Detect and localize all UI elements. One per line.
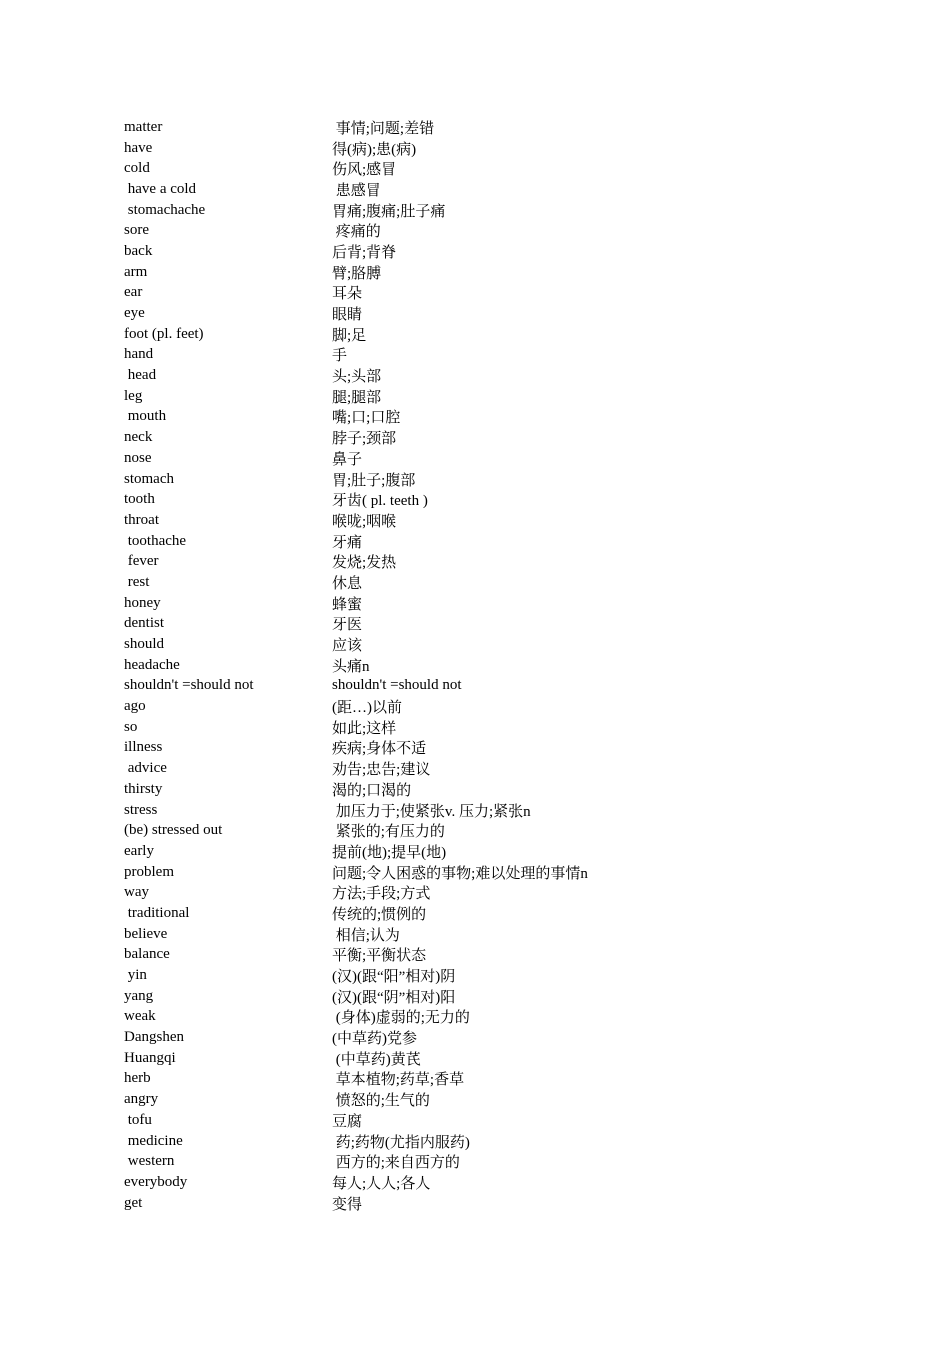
chinese-meaning: 嘴;口;口腔 bbox=[332, 410, 401, 427]
english-word: stress bbox=[124, 801, 158, 818]
english-word: everybody bbox=[124, 1173, 188, 1190]
vocab-row bbox=[124, 386, 824, 407]
vocab-row bbox=[124, 634, 824, 655]
english-word: shouldn't =should not bbox=[124, 677, 254, 694]
chinese-meaning: 药;药物(尤指内服药) bbox=[332, 1134, 470, 1151]
chinese-meaning: 平衡;平衡状态 bbox=[332, 948, 427, 965]
vocab-row bbox=[124, 1131, 824, 1152]
chinese-meaning: (身体)虚弱的;无力的 bbox=[332, 1010, 470, 1027]
vocab-row bbox=[124, 138, 824, 159]
chinese-meaning: 蜂蜜 bbox=[332, 596, 363, 613]
vocab-row bbox=[124, 220, 824, 241]
vocab-row bbox=[124, 510, 824, 531]
vocab-row bbox=[124, 738, 824, 759]
vocab-row bbox=[124, 593, 824, 614]
chinese-meaning: 胃;肚子;腹部 bbox=[332, 472, 416, 489]
chinese-meaning: 伤风;感冒 bbox=[332, 162, 397, 179]
chinese-meaning: 方法;手段;方式 bbox=[332, 886, 431, 903]
english-word: medicine bbox=[124, 1132, 183, 1149]
chinese-meaning: 相信;认为 bbox=[332, 927, 400, 944]
chinese-meaning: (汉)(跟“阳”相对)阴 bbox=[332, 969, 456, 986]
vocab-row bbox=[124, 407, 824, 428]
vocab-row bbox=[124, 200, 824, 221]
vocab-row bbox=[124, 676, 824, 697]
english-word: get bbox=[124, 1194, 143, 1211]
english-word: nose bbox=[124, 449, 152, 466]
vocab-row bbox=[124, 489, 824, 510]
english-word: yin bbox=[124, 967, 147, 984]
chinese-meaning: 眼睛 bbox=[332, 307, 363, 324]
vocab-row bbox=[124, 1048, 824, 1069]
english-word: eye bbox=[124, 305, 145, 322]
vocab-row bbox=[124, 448, 824, 469]
vocab-row bbox=[124, 427, 824, 448]
english-word: advice bbox=[124, 760, 167, 777]
vocab-row bbox=[124, 1172, 824, 1193]
vocab-row bbox=[124, 345, 824, 366]
chinese-meaning: 应该 bbox=[332, 638, 363, 655]
english-word: mouth bbox=[124, 408, 167, 425]
chinese-meaning: 劝告;忠告;建议 bbox=[332, 762, 431, 779]
chinese-meaning: 疾病;身体不适 bbox=[332, 741, 427, 758]
vocab-row bbox=[124, 241, 824, 262]
english-word: illness bbox=[124, 739, 163, 756]
vocab-row bbox=[124, 965, 824, 986]
chinese-meaning: 事情;问题;差错 bbox=[332, 120, 435, 137]
english-word: tooth bbox=[124, 491, 155, 508]
english-word: problem bbox=[124, 863, 174, 880]
chinese-meaning: 牙齿( pl. teeth ) bbox=[332, 493, 428, 510]
chinese-meaning: 臂;胳膊 bbox=[332, 265, 382, 282]
chinese-meaning: (汉)(跟“阴”相对)阳 bbox=[332, 989, 456, 1006]
vocab-row bbox=[124, 1151, 824, 1172]
chinese-meaning: 脚;足 bbox=[332, 327, 367, 344]
chinese-meaning: 草本植物;药草;香草 bbox=[332, 1072, 465, 1089]
english-word: (be) stressed out bbox=[124, 822, 223, 839]
english-word: cold bbox=[124, 160, 150, 177]
english-word: western bbox=[124, 1153, 175, 1170]
english-word: Huangqi bbox=[124, 1049, 176, 1066]
english-word: fever bbox=[124, 553, 159, 570]
english-word: head bbox=[124, 367, 157, 384]
chinese-meaning: 鼻子 bbox=[332, 451, 363, 468]
vocab-row bbox=[124, 820, 824, 841]
vocab-row bbox=[124, 758, 824, 779]
english-word: rest bbox=[124, 573, 150, 590]
vocab-row bbox=[124, 572, 824, 593]
vocab-row bbox=[124, 365, 824, 386]
chinese-meaning: 头;头部 bbox=[332, 369, 382, 386]
chinese-meaning: 渴的;口渴的 bbox=[332, 782, 412, 799]
english-word: early bbox=[124, 842, 154, 859]
vocab-row bbox=[124, 262, 824, 283]
vocab-row bbox=[124, 179, 824, 200]
chinese-meaning: 传统的;惯例的 bbox=[332, 906, 427, 923]
vocab-row bbox=[124, 882, 824, 903]
english-word: so bbox=[124, 718, 138, 735]
english-word: ago bbox=[124, 698, 146, 715]
english-word: balance bbox=[124, 946, 170, 963]
chinese-meaning: 变得 bbox=[332, 1196, 363, 1213]
vocab-row bbox=[124, 841, 824, 862]
english-word: have a cold bbox=[124, 180, 197, 197]
vocab-row bbox=[124, 283, 824, 304]
english-word: matter bbox=[124, 118, 163, 135]
vocab-row bbox=[124, 1089, 824, 1110]
english-word: leg bbox=[124, 387, 143, 404]
english-word: hand bbox=[124, 346, 154, 363]
vocab-row bbox=[124, 1110, 824, 1131]
chinese-meaning: 腿;腿部 bbox=[332, 389, 382, 406]
chinese-meaning: 加压力于;使紧张v. 压力;紧张n bbox=[332, 803, 531, 820]
vocab-row bbox=[124, 303, 824, 324]
english-word: stomach bbox=[124, 470, 174, 487]
english-word: honey bbox=[124, 594, 161, 611]
english-word: herb bbox=[124, 1070, 151, 1087]
vocab-row bbox=[124, 324, 824, 345]
chinese-meaning: 豆腐 bbox=[332, 1113, 363, 1130]
english-word: angry bbox=[124, 1091, 159, 1108]
english-word: traditional bbox=[124, 904, 190, 921]
vocab-row bbox=[124, 696, 824, 717]
english-word: weak bbox=[124, 1008, 156, 1025]
chinese-meaning: 西方的;来自西方的 bbox=[332, 1155, 460, 1172]
chinese-meaning: (中草药)黄芪 bbox=[332, 1051, 421, 1068]
chinese-meaning: 后背;背脊 bbox=[332, 244, 397, 261]
chinese-meaning: 如此;这样 bbox=[332, 720, 397, 737]
english-word: foot (pl. feet) bbox=[124, 325, 204, 342]
vocab-row bbox=[124, 779, 824, 800]
chinese-meaning: 提前(地);提早(地) bbox=[332, 844, 447, 861]
english-word: toothache bbox=[124, 532, 187, 549]
chinese-meaning: 发烧;发热 bbox=[332, 555, 397, 572]
chinese-meaning: 紧张的;有压力的 bbox=[332, 824, 445, 841]
vocab-row bbox=[124, 117, 824, 138]
vocab-row bbox=[124, 924, 824, 945]
english-word: throat bbox=[124, 511, 159, 528]
vocab-row bbox=[124, 551, 824, 572]
chinese-meaning: 每人;人人;各人 bbox=[332, 1175, 431, 1192]
vocab-row bbox=[124, 469, 824, 490]
english-word: dentist bbox=[124, 615, 164, 632]
chinese-meaning: 愤怒的;生气的 bbox=[332, 1093, 430, 1110]
chinese-meaning: 牙医 bbox=[332, 617, 363, 634]
chinese-meaning: 牙痛 bbox=[332, 534, 363, 551]
english-word: tofu bbox=[124, 1111, 152, 1128]
chinese-meaning: 头痛n bbox=[332, 658, 370, 675]
chinese-meaning: 手 bbox=[332, 348, 348, 365]
chinese-meaning: 疼痛的 bbox=[332, 224, 381, 241]
vocab-row bbox=[124, 158, 824, 179]
english-word: arm bbox=[124, 263, 148, 280]
chinese-meaning: 得(病);患(病) bbox=[332, 141, 417, 158]
english-word: Dangshen bbox=[124, 1029, 184, 1046]
english-word: should bbox=[124, 636, 165, 653]
english-word: neck bbox=[124, 429, 153, 446]
english-word: thirsty bbox=[124, 780, 163, 797]
vocab-row bbox=[124, 1007, 824, 1028]
chinese-meaning: shouldn't =should not bbox=[332, 677, 462, 694]
vocab-row bbox=[124, 1069, 824, 1090]
english-word: sore bbox=[124, 222, 149, 239]
vocab-row bbox=[124, 903, 824, 924]
chinese-meaning: 问题;令人困惑的事物;难以处理的事情n bbox=[332, 865, 588, 882]
vocab-row bbox=[124, 1193, 824, 1214]
english-word: have bbox=[124, 139, 153, 156]
vocabulary-list bbox=[124, 117, 824, 1213]
vocab-row bbox=[124, 862, 824, 883]
vocab-row bbox=[124, 655, 824, 676]
chinese-meaning: 患感冒 bbox=[332, 182, 381, 199]
chinese-meaning: (距…)以前 bbox=[332, 700, 402, 717]
english-word: ear bbox=[124, 284, 143, 301]
english-word: believe bbox=[124, 925, 168, 942]
vocab-row bbox=[124, 986, 824, 1007]
english-word: way bbox=[124, 884, 149, 901]
vocab-row bbox=[124, 531, 824, 552]
chinese-meaning: 喉咙;咽喉 bbox=[332, 513, 397, 530]
vocab-row bbox=[124, 800, 824, 821]
chinese-meaning: 耳朵 bbox=[332, 286, 363, 303]
chinese-meaning: 休息 bbox=[332, 575, 363, 592]
english-word: stomachache bbox=[124, 201, 206, 218]
vocab-row bbox=[124, 1027, 824, 1048]
english-word: yang bbox=[124, 987, 154, 1004]
vocab-row bbox=[124, 717, 824, 738]
vocab-row bbox=[124, 614, 824, 635]
english-word: headache bbox=[124, 656, 180, 673]
chinese-meaning: 胃痛;腹痛;肚子痛 bbox=[332, 203, 446, 220]
chinese-meaning: 脖子;颈部 bbox=[332, 431, 397, 448]
english-word: back bbox=[124, 242, 153, 259]
chinese-meaning: (中草药)党参 bbox=[332, 1031, 417, 1048]
vocab-row bbox=[124, 945, 824, 966]
